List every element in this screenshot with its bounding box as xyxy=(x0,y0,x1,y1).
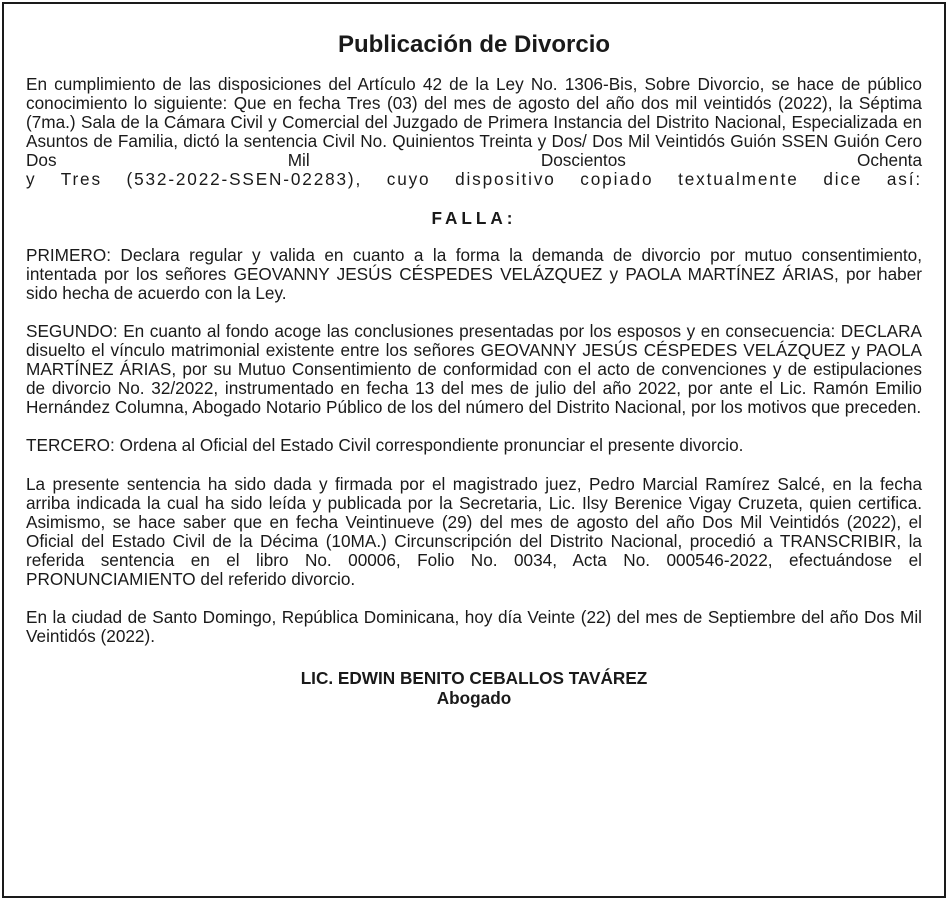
sentencia-paragraph: La presente sentencia ha sido dada y firmada por el magistrado juez, Pedro Marcial Ramírez Salcé, en la fecha arriba indicada la cual ha sido leída y publicada por la Secretaria, Lic. Ilsy Berenice Vigay Cruzeta, quien certifica. Asimismo, se hace saber que en fecha Veintinueve (29) del mes de agosto del año Dos Mil Veintidós (2022), el Oficial del Estado Civil de la Décima (10MA.) Circunscripción del Distrito Nacional, procedió a TRANSCRIBIR, la referida sentencia en el libro No. 00006, Folio No. 0034, Acta No. 000546-2022, efectuándose el PRONUNCIAMIENTO del referido divorcio. xyxy=(26,473,922,589)
tercero-paragraph: TERCERO: Ordena al Oficial del Estado Civil correspondiente pronunciar el presente divorcio. xyxy=(26,435,744,456)
falla-heading: FALLA: xyxy=(431,207,517,228)
intro-paragraph: En cumplimiento de las disposiciones del Artículo 42 de la Ley No. 1306-Bis, Sobre Divorcio, se hace de público conocimiento lo siguiente: Que en fecha Tres (03) del mes de agosto del año dos mil veintidós (2022), la Séptima (7ma.) Sala de la Cámara Civil y Comercial del Juzgado de Primera Instancia del Distrito Nacional, Especializada en Asuntos de Familia, dictó la sentencia Civil No. Quinientos Treinta y Dos/ Dos Mil Veintidós Guión SSEN Guión Cero Dos Mil Doscientos Ochenta xyxy=(26,74,922,171)
notice-content xyxy=(26,30,922,708)
signer-role: Abogado xyxy=(436,688,512,709)
intro-paragraph-last-line: y Tres (532-2022-SSEN-02283), cuyo dispositivo copiado textualmente dice así: xyxy=(26,169,922,190)
segundo-paragraph: SEGUNDO: En cuanto al fondo acoge las conclusiones presentadas por los esposos y en consecuencia: DECLARA disuelto el vínculo matrimonial existente entre los señores GEOVANNY JESÚS CÉSPEDES VELÁZQUEZ y PAOLA MARTÍNEZ ÁRIAS, por su Mutuo Consentimiento de conformidad con el acto de convenciones y de estipulaciones de divorcio No. 32/2022, instrumentado en fecha 13 del mes de julio del año 2022, por ante el Lic. Ramón Emilio Hernández Columna, Abogado Notario Público de los del número del Distrito Nacional, por los motivos que preceden. xyxy=(26,320,922,418)
publication-notice xyxy=(2,2,946,898)
closing-paragraph: En la ciudad de Santo Domingo, República Dominicana, hoy día Veinte (22) del mes de Septiembre del año Dos Mil Veintidós (2022). xyxy=(26,607,922,647)
signer-name: LIC. EDWIN BENITO CEBALLOS TAVÁREZ xyxy=(300,668,648,689)
primero-paragraph: PRIMERO: Declara regular y valida en cuanto a la forma la demanda de divorcio por mutuo consentimiento, intentada por los señores GEOVANNY JESÚS CÉSPEDES VELÁZQUEZ y PAOLA MARTÍNEZ ÁRIAS, por haber sido hecha de acuerdo con la Ley. xyxy=(26,244,922,303)
signature-block xyxy=(26,668,922,708)
notice-title: Publicación de Divorcio xyxy=(337,31,611,58)
